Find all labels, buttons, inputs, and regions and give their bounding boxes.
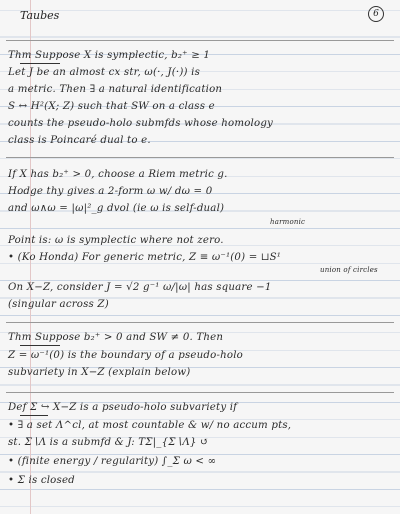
- section-divider: [6, 157, 394, 158]
- text-line: • Σ is closed: [8, 475, 75, 486]
- annotation: harmonic: [270, 218, 306, 226]
- text-line: • (Ko Honda) For generic metric, Z ≡ ω⁻¹(0) = ⊔S¹: [8, 252, 282, 263]
- underline: [20, 415, 48, 416]
- section-divider: [6, 322, 394, 323]
- section-divider: [6, 40, 394, 41]
- text-line: Thm Suppose X is symplectic, b₂⁺ ≥ 1: [8, 50, 211, 61]
- section-divider: [6, 392, 394, 393]
- text-line: • ∃ a set Λ^cl, at most countable & w/ no accum pts,: [8, 420, 292, 431]
- text-line: S ↔ H²(X; Z) such that SW on a class e: [8, 101, 215, 112]
- text-line: counts the pseudo-holo submfds whose homology: [8, 118, 274, 129]
- page-number: 6: [368, 6, 384, 22]
- text-line: st. Σ∖Λ is a submfd & J: TΣ|_{Σ∖Λ} ↺: [8, 437, 209, 448]
- text-line: • (finite energy / regularity) ∫_Σ ω < ∞: [8, 456, 217, 467]
- text-line: class is Poincaré dual to e.: [8, 135, 151, 146]
- text-line: Point is: ω is symplectic where not zero.: [8, 235, 224, 246]
- text-line: Let J be an almost cx str, ω(·, J(·)) is: [8, 67, 201, 78]
- text-line: Hodge thy gives a 2-form ω w/ dω = 0: [8, 186, 213, 197]
- text-line: a metric. Then ∃ a natural identification: [8, 84, 223, 95]
- underline: [20, 345, 60, 346]
- text-line: subvariety in X−Z (explain below): [8, 367, 191, 378]
- text-line: (singular across Z): [8, 299, 109, 310]
- text-line: and ω∧ω = |ω|²_g dvol (ie ω is self-dual): [8, 203, 225, 214]
- annotation: union of circles: [320, 266, 378, 274]
- text-line: On X−Z, consider J = √2 g⁻¹ ω/|ω| has square −1: [8, 282, 272, 293]
- text-line: Z = ω⁻¹(0) is the boundary of a pseudo-holo: [8, 350, 243, 361]
- text-line: If X has b₂⁺ > 0, choose a Riem metric g.: [8, 169, 228, 180]
- text-line: Def Σ ↪ X−Z is a pseudo-holo subvariety if: [8, 402, 238, 413]
- page-title: Taubes: [20, 9, 60, 22]
- underline: [20, 63, 60, 64]
- text-line: Thm Suppose b₂⁺ > 0 and SW ≠ 0. Then: [8, 332, 224, 343]
